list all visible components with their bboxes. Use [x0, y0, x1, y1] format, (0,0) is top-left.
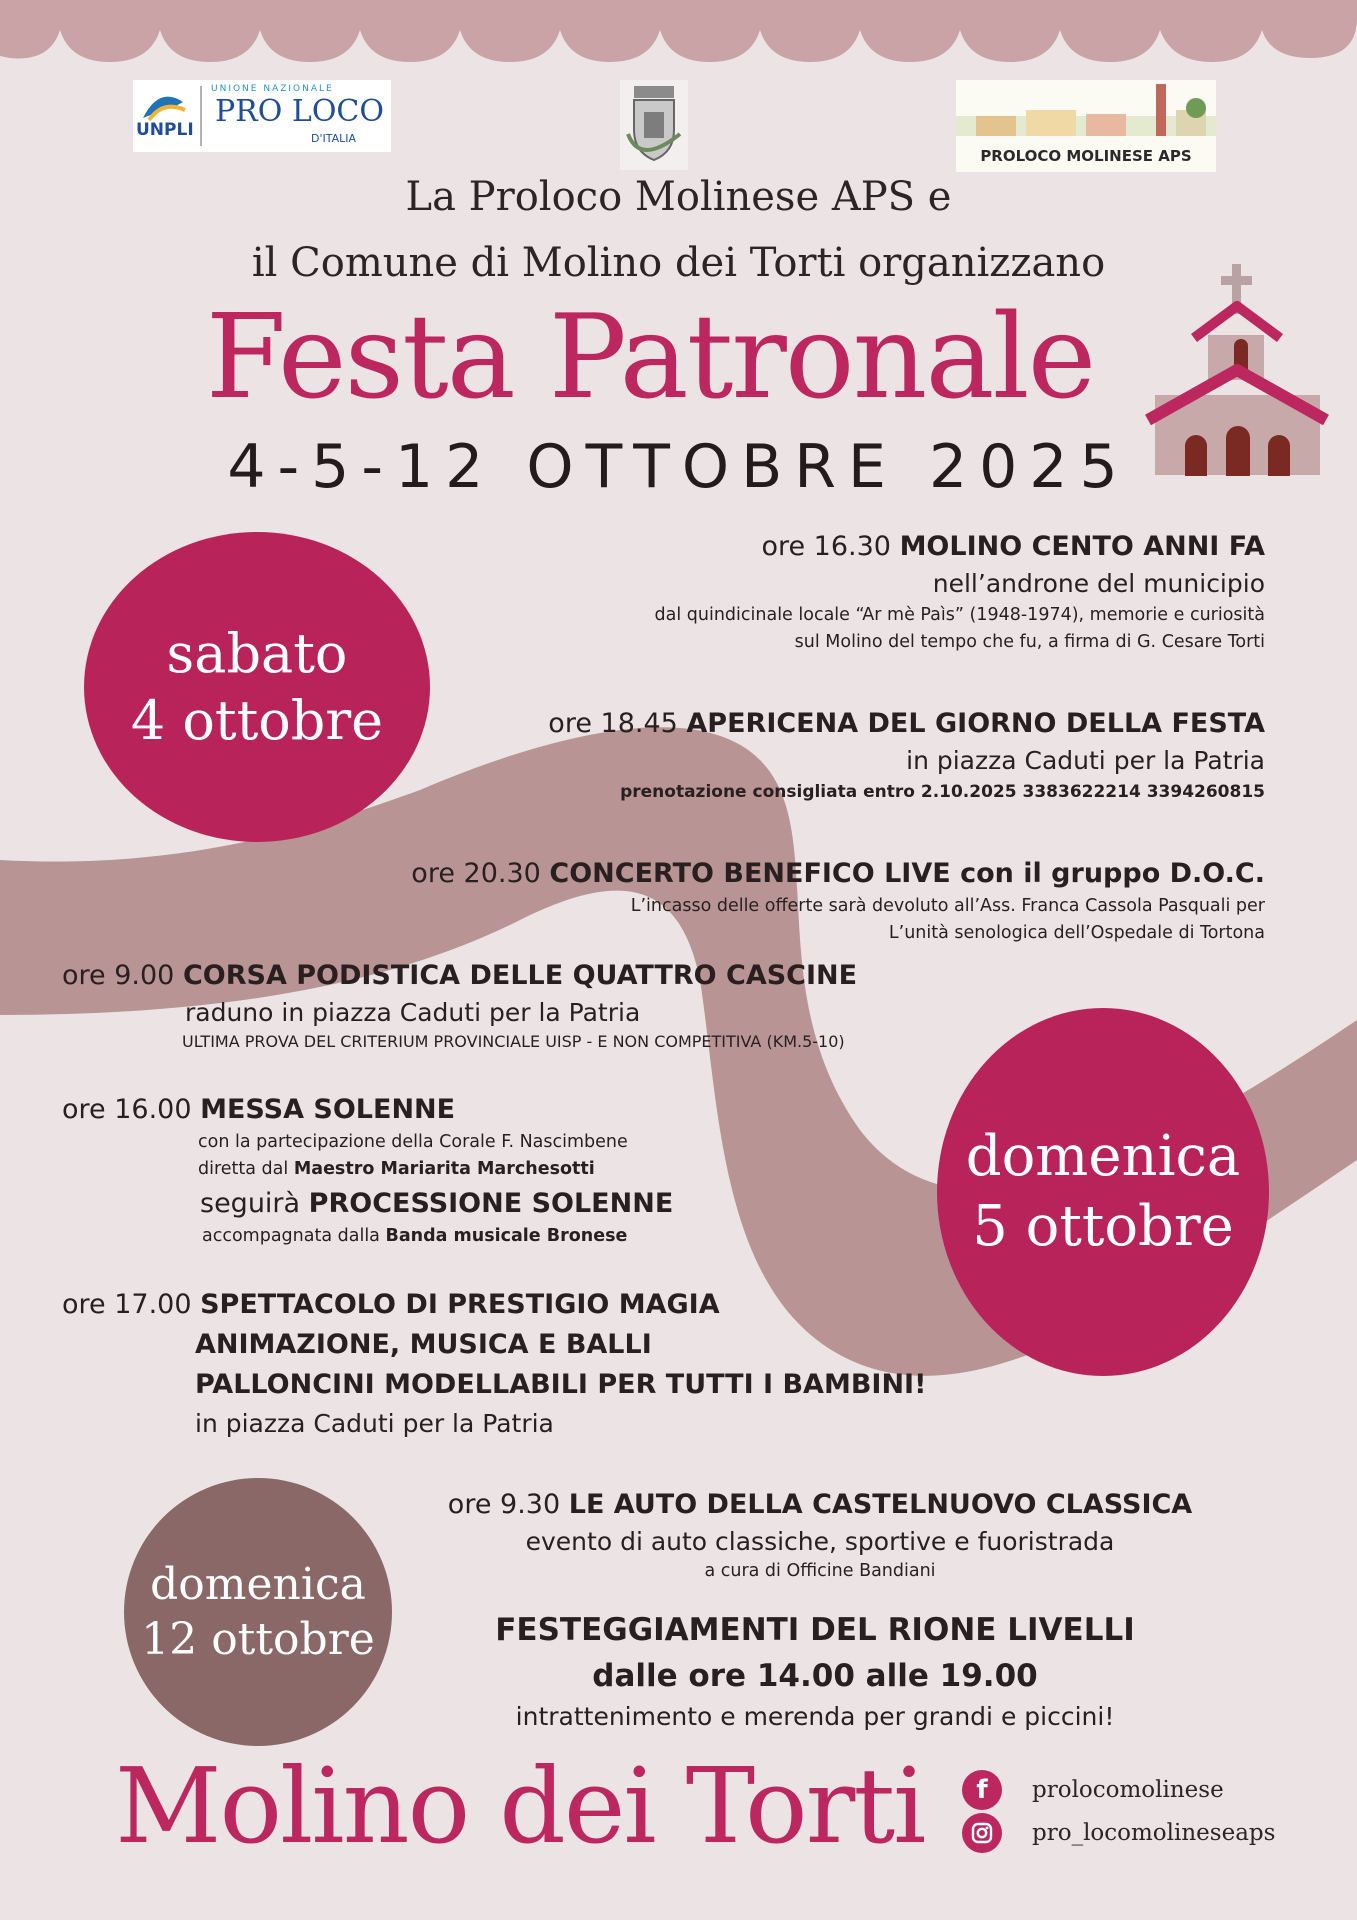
molinese-logo-label: PROLOCO MOLINESE APS: [980, 147, 1192, 165]
event-apericena: [548, 707, 1265, 805]
event-3-desc-1: L’incasso delle offerte sarà devoluto all’Ass. Franca Cassola Pasquali per: [630, 896, 1265, 916]
event-2-place: in piazza Caduti per la Patria: [906, 746, 1265, 775]
event-7-note: a cura di Officine Bandiani: [704, 1561, 936, 1581]
event-5-processione: PROCESSIONE SOLENNE: [308, 1188, 674, 1219]
proloco-bottom-text: D'ITALIA: [311, 132, 357, 145]
event-6-time: ore 17.00: [62, 1289, 192, 1320]
event-5-desc-3: [202, 1223, 673, 1250]
event-5-follow: [200, 1187, 673, 1221]
event-7-headline: [430, 1488, 1210, 1522]
event-4-place: raduno in piazza Caduti per la Patria: [185, 998, 641, 1027]
event-2-headline: [548, 707, 1265, 741]
day-circle-sat-4: [84, 532, 430, 842]
event-7-desc: evento di auto classiche, sportive e fuoristrada: [525, 1527, 1115, 1556]
day-circle-sun12-line2: 12 ottobre: [141, 1614, 375, 1665]
event-6-title-1: SPETTACOLO DI PRESTIGIO MAGIA: [200, 1289, 720, 1320]
event-4-note: ULTIMA PROVA DEL CRITERIUM PROVINCIALE UISP - E NON COMPETITIVA (KM.5-10): [182, 1032, 845, 1051]
event-2-time: ore 18.45: [548, 708, 678, 739]
organizer-line-1: La Proloco Molinese APS e: [405, 174, 952, 220]
event-5-desc-2: [198, 1156, 673, 1183]
event-1-headline: [655, 530, 1265, 564]
facebook-icon: f: [962, 1770, 1002, 1810]
event-8-desc: intrattenimento e merenda per grandi e piccini!: [515, 1702, 1115, 1731]
event-7-time: ore 9.30: [447, 1489, 561, 1520]
event-molino-cento-anni: [655, 530, 1265, 656]
event-3-headline: [411, 857, 1265, 891]
event-1-desc-1: dal quindicinale locale “Ar mè Paìs” (1948-1974), memorie e curiosità: [654, 605, 1265, 625]
proloco-top-text: UNIONE NAZIONALE: [211, 84, 334, 94]
event-3-time: ore 20.30: [411, 858, 541, 889]
day-circle-sun-line2: 5 ottobre: [972, 1194, 1234, 1259]
event-5-title: MESSA SOLENNE: [200, 1094, 456, 1125]
event-rione-livelli: [420, 1607, 1210, 1733]
town-name: Molino dei Torti: [115, 1745, 925, 1867]
event-6-headline: [62, 1288, 926, 1322]
instagram-handle: pro_locomolineseaps: [1032, 1820, 1276, 1846]
event-6-line-3: [195, 1368, 926, 1402]
day-circle-sat-line2: 4 ottobre: [130, 689, 384, 752]
day-circle-sat-line1: sabato: [166, 621, 348, 685]
instagram-link[interactable]: [962, 1813, 1275, 1853]
instagram-icon: [962, 1813, 1002, 1853]
event-spettacolo: [62, 1288, 926, 1440]
event-1-desc-2: sul Molino del tempo che fu, a firma di G. Cesare Torti: [794, 632, 1265, 652]
coat-of-arms-icon: [620, 80, 688, 170]
event-4-headline: [62, 959, 857, 993]
event-4-title: CORSA PODISTICA DELLE QUATTRO CASCINE: [182, 960, 858, 991]
event-auto-castelnuovo: [430, 1488, 1210, 1585]
organizer-line-2: il Comune di Molino dei Torti organizzano: [251, 240, 1106, 286]
facebook-handle: prolocomolinese: [1032, 1777, 1224, 1803]
event-dates: 4-5-12 OTTOBRE 2025: [227, 432, 1130, 502]
instagram-glyph: [971, 1822, 993, 1844]
day-circle-sun-line1: domenica: [965, 1124, 1241, 1189]
day-circle-sun-12: [124, 1478, 392, 1746]
event-1-place: nell’androne del municipio: [932, 569, 1265, 598]
event-messa-solenne: [62, 1093, 673, 1250]
event-8-title: FESTEGGIAMENTI DEL RIONE LIVELLI: [495, 1612, 1135, 1648]
event-5-desc-2-pre: diretta dal: [198, 1159, 289, 1179]
event-title: Festa Patronale: [205, 290, 1095, 425]
event-3-title: CONCERTO BENEFICO LIVE con il gruppo D.O.C.: [549, 858, 1265, 889]
event-6-title-3: PALLONCINI MODELLABILI PER TUTTI I BAMBINI!: [195, 1369, 927, 1400]
event-5-banda: Banda musicale Bronese: [385, 1226, 628, 1246]
municipal-crest: [620, 80, 688, 170]
unpli-proloco-logo: [133, 80, 391, 152]
event-5-maestro: Maestro Mariarita Marchesotti: [293, 1159, 595, 1179]
day-circle-sun-5: [937, 1008, 1269, 1376]
event-3-desc-2: L’unità senologica dell’Ospedale di Tortona: [888, 923, 1265, 943]
village-skyline-art: [956, 80, 1216, 150]
event-corsa-podistica: [62, 959, 857, 1055]
event-concerto: [411, 857, 1265, 947]
event-5-desc-1: con la partecipazione della Corale F. Nascimbene: [198, 1132, 628, 1152]
event-1-title: MOLINO CENTO ANNI FA: [899, 531, 1265, 562]
proloco-molinese-logo: [956, 80, 1216, 172]
unpli-label: UNPLI: [136, 120, 194, 140]
event-6-title-2: ANIMAZIONE, MUSICA E BALLI: [195, 1329, 652, 1360]
event-5-headline: [62, 1093, 673, 1127]
event-4-time: ore 9.00: [62, 960, 175, 991]
facebook-link[interactable]: [962, 1770, 1224, 1810]
event-6-place: in piazza Caduti per la Patria: [195, 1409, 554, 1438]
scallop-border: [0, 0, 1357, 62]
event-8-hours: dalle ore 14.00 alle 19.00: [592, 1658, 1038, 1694]
event-5-desc-3-pre: accompagnata dalla: [202, 1226, 380, 1246]
event-1-time: ore 16.30: [761, 531, 891, 562]
proloco-name: PRO LOCO: [215, 94, 384, 129]
day-circle-sun12-line1: domenica: [150, 1559, 366, 1610]
event-5-time: ore 16.00: [62, 1094, 192, 1125]
event-2-title: APERICENA DEL GIORNO DELLA FESTA: [686, 708, 1265, 739]
event-5-follow-pre: seguirà: [200, 1188, 301, 1219]
event-2-note: prenotazione consigliata entro 2.10.2025 3383622214 3394260815: [620, 782, 1265, 802]
event-6-line-2: [195, 1328, 926, 1362]
event-7-title: LE AUTO DELLA CASTELNUOVO CLASSICA: [568, 1489, 1193, 1520]
